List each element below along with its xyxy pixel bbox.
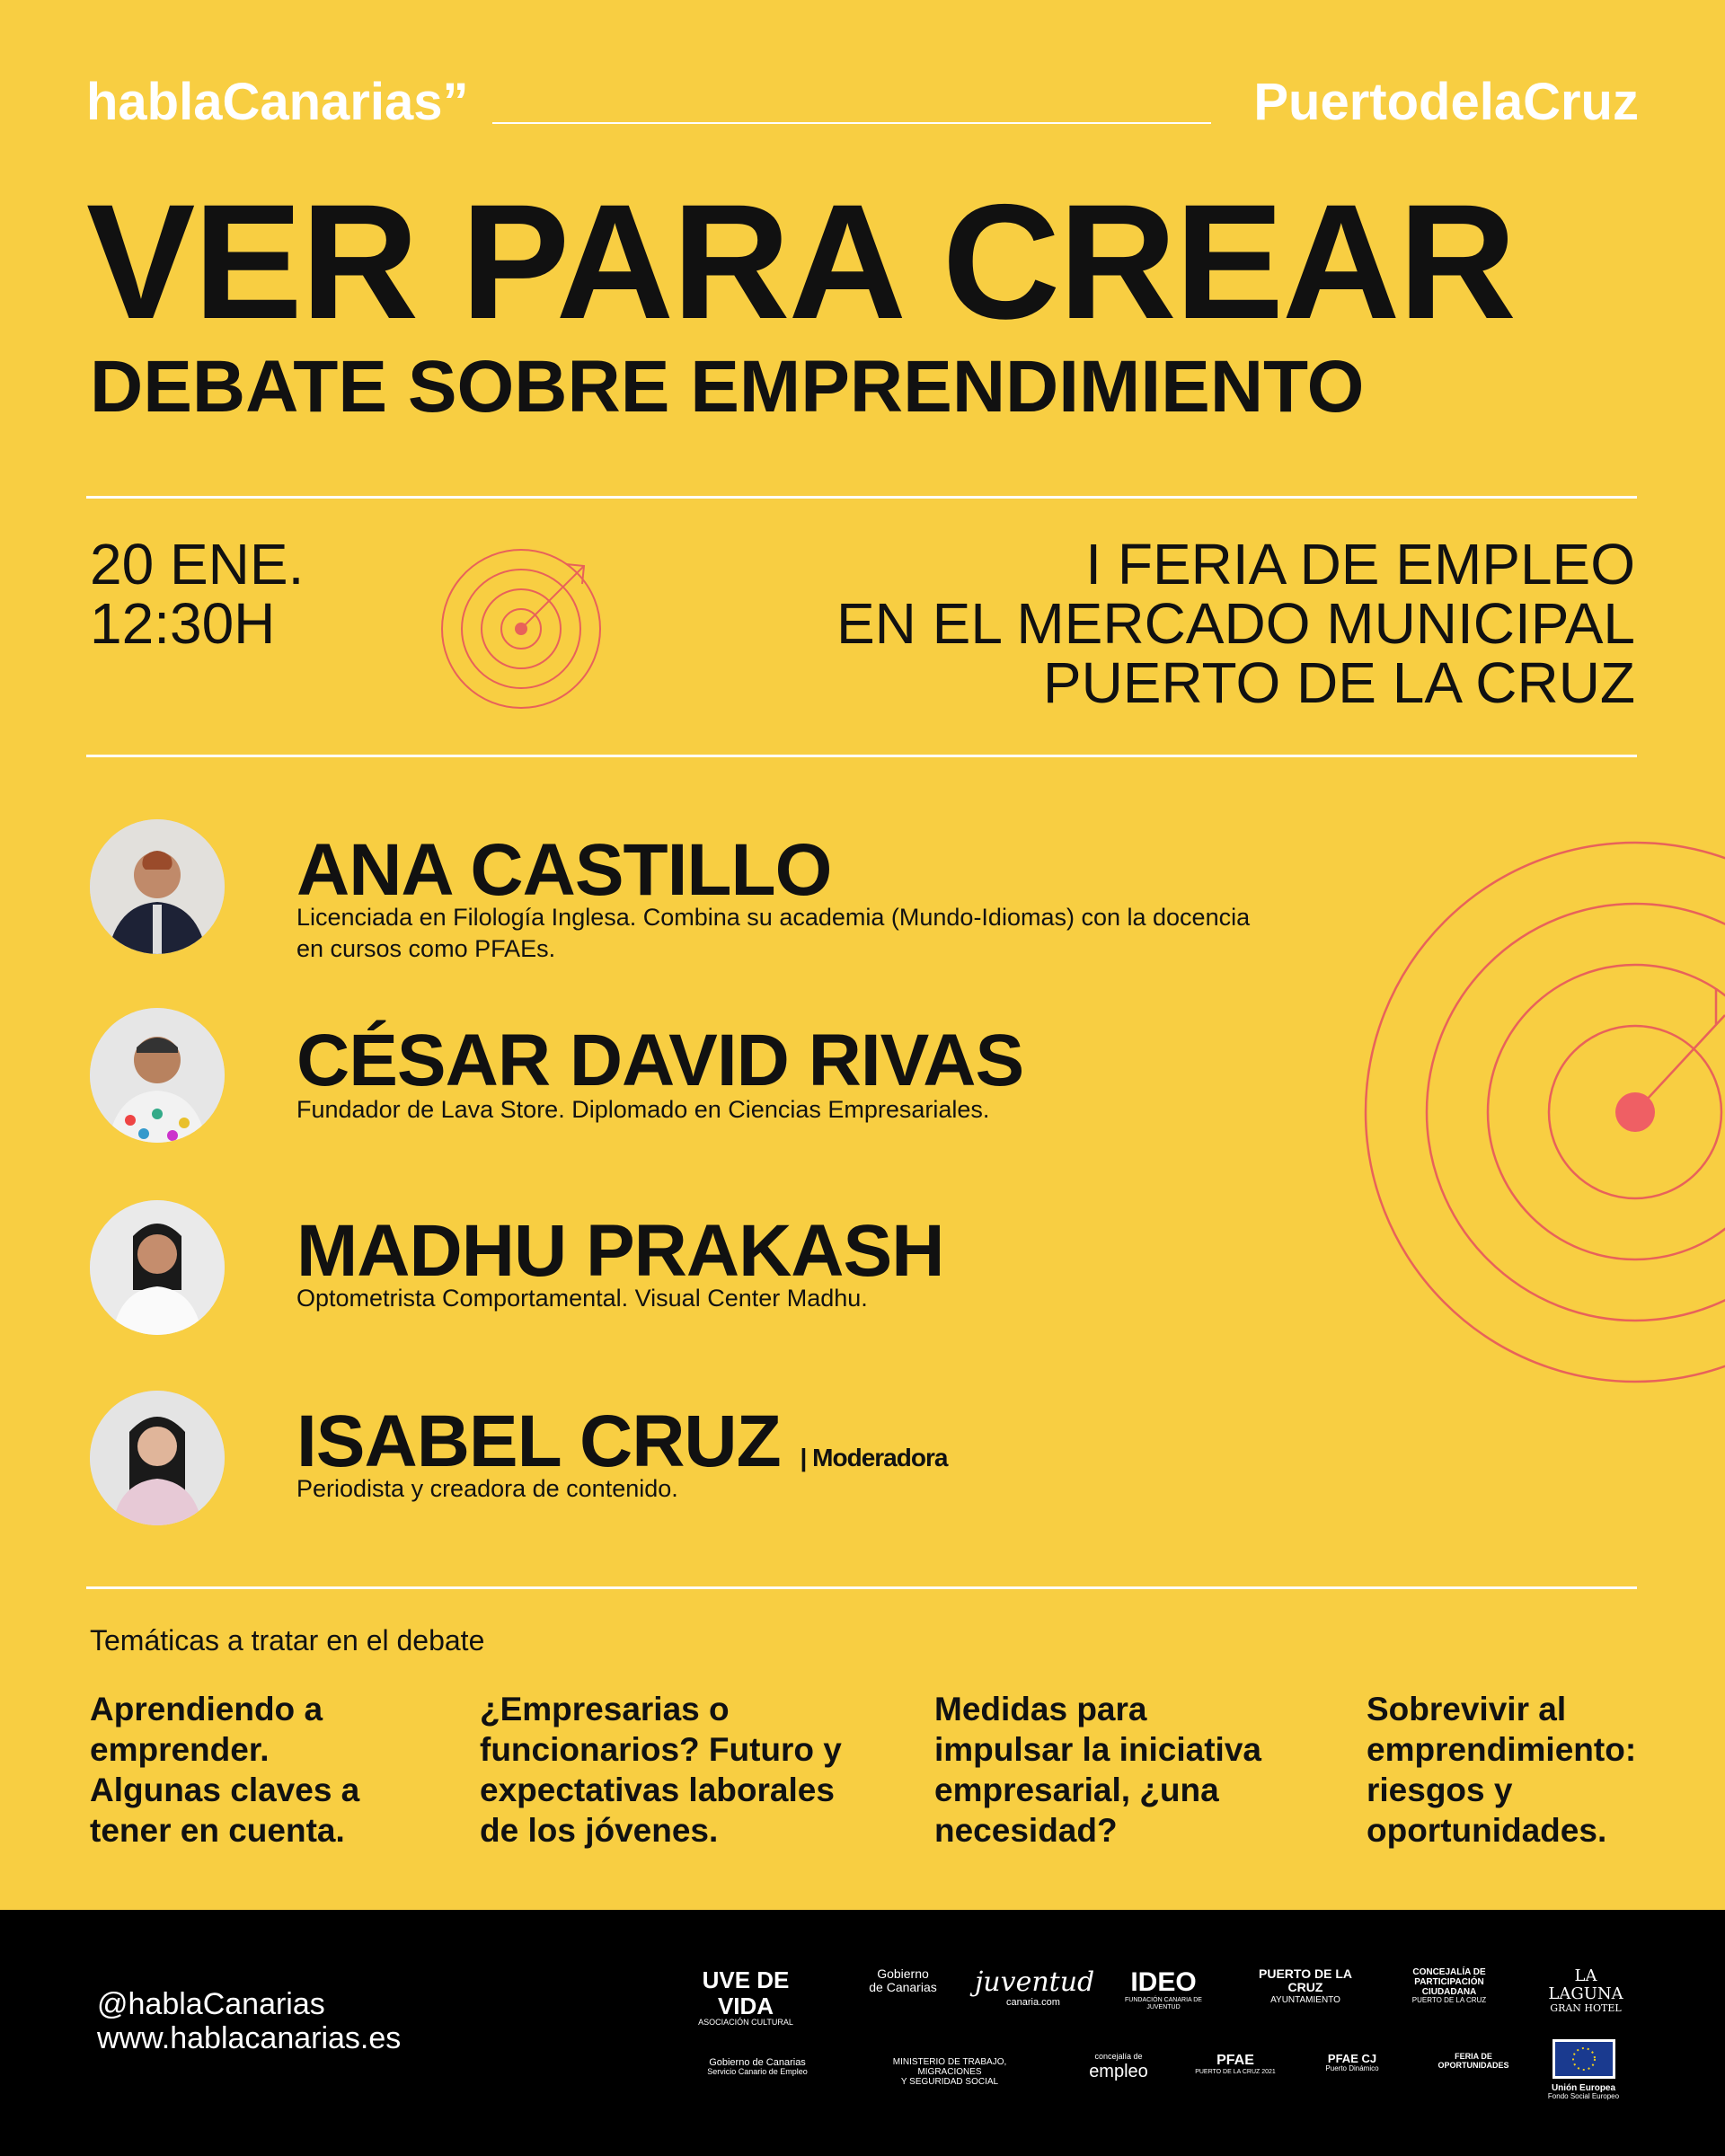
speaker-bio [296,1473,1375,1505]
logo-subtext: Y SEGURIDAD SOCIAL [900,2077,999,2087]
event-venue [836,532,1635,715]
avatar [90,1008,225,1143]
logo-text: UVE DE VIDA [702,1966,790,2019]
speaker-bio-line: en cursos como PFAEs. [296,935,556,962]
logo-text: PFAE CJ [1327,2052,1377,2065]
avatar [90,1391,225,1525]
sponsor-logo [1119,1967,1208,2010]
topic-item [1367,1689,1636,1851]
topic-line: Sobrevivir al [1367,1691,1567,1727]
logo-subtext: Fondo Social Europeo [1547,2091,1620,2100]
topic-item [90,1689,359,1851]
sponsor-logo [678,1967,813,2028]
logo-subtext: OPORTUNIDADES [1438,2060,1509,2070]
target-icon [431,548,611,710]
topic-line: Algunas claves a [90,1772,360,1808]
logo-text: Gobierno [877,1966,929,1981]
topic-item [480,1689,842,1851]
logo-text: empleo [1089,2061,1148,2081]
sponsor-logo [864,2057,1035,2087]
speaker-bio-line: Fundador de Lava Store. Diplomado en Ciencias Empresariales. [296,1096,990,1123]
topic-line: expectativas laborales [480,1772,835,1808]
topic-line: empresarial, ¿una [934,1772,1219,1808]
logo-text: FERIA DE [1455,2052,1492,2061]
sponsor-logo [1195,2053,1276,2075]
event-datetime [90,532,305,656]
topic-line: de los jóvenes. [480,1812,719,1849]
large-target-icon [1348,826,1725,1401]
page-subtitle: DEBATE SOBRE EMPRENDIMIENTO [90,346,1365,428]
header-divider [492,122,1211,124]
logo-subtext: PUERTO DE LA CRUZ 2021 [1195,2068,1276,2075]
logo-subtext: PUERTO DE LA CRUZ [1411,1996,1487,2004]
logo-subtext: de Canarias [869,1980,937,1995]
social-handle[interactable]: @hablaCanarias [97,1987,325,2021]
logo-text: MINISTERIO DE TRABAJO, MIGRACIONES [892,2057,1007,2077]
topic-line: funcionarios? Futuro y [480,1731,842,1768]
speaker-name: ANA CASTILLO [296,829,832,911]
speaker-name [296,1401,948,1482]
speaker-bio-line: Periodista y creadora de contenido. [296,1475,678,1502]
logo-subtext: Servicio Canario de Empleo [707,2067,808,2077]
topic-line: Medidas para [934,1691,1147,1727]
speaker-name: CÉSAR DAVID RIVAS [296,1020,1024,1101]
logo-text: juventud [975,1966,1095,1998]
speaker-name-text: ISABEL CRUZ [296,1401,781,1482]
location-name: PuertodelaCruz [1253,73,1639,131]
logo-subtext: GRAN HOTEL [1550,2001,1622,2014]
divider [86,1586,1637,1589]
topic-line: emprendimiento: [1367,1731,1637,1768]
sponsor-logo [1391,1967,1508,2005]
logo-subtext: ASOCIACIÓN CULTURAL [698,2018,793,2028]
sponsor-logo [1312,2053,1393,2073]
logo-subtext: Puerto Dinámico [1325,2064,1379,2073]
sponsor-logo [1247,1967,1364,2005]
logo-text: IDEO [1130,1967,1197,1997]
speaker-bio [296,1094,1375,1126]
logo-text: Unión Europea [1551,2082,1616,2093]
sponsor-logo [1536,1967,1635,2014]
divider [86,496,1637,499]
topic-line: tener en cuenta. [90,1812,345,1849]
speaker-name: MADHU PRAKASH [296,1210,944,1292]
sponsor-logo [1083,2053,1154,2081]
logo-text: LA LAGUNA [1548,1966,1623,2003]
topic-line: Aprendiendo a [90,1691,323,1727]
topics-heading: Temáticas a tratar en el debate [90,1624,485,1657]
speaker-role: | Moderadora [800,1444,948,1471]
topic-line: necesidad? [934,1812,1118,1849]
website-link[interactable]: www.hablacanarias.es [97,2021,402,2055]
sponsor-logo [690,2057,825,2077]
divider [86,755,1637,757]
speaker-bio [296,902,1375,965]
logo-text: PFAE [1216,2053,1254,2068]
event-date: 20 ENE. [90,532,305,596]
topic-line: oportunidades. [1367,1812,1607,1849]
speaker-bio-line: Licenciada en Filología Inglesa. Combina su academia (Mundo-Idiomas) con la docencia [296,904,1251,931]
logo-text: PUERTO DE LA CRUZ [1259,1966,1352,1995]
topic-item [934,1689,1261,1851]
venue-line: EN EL MERCADO MUNICIPAL [836,591,1635,656]
sponsor-logo [1541,2039,1626,2100]
sponsor-logo [1429,2053,1518,2071]
logo-subtext: FUNDACIÓN CANARIA DE JUVENTUD [1125,1997,1202,2010]
speaker-bio-line: Optometrista Comportamental. Visual Center Madhu. [296,1285,868,1312]
topic-line: emprender. [90,1731,270,1768]
event-time: 12:30H [90,591,276,656]
page-title: VER PARA CREAR [86,170,1515,353]
logo-subtext: canaria.com [1006,1997,1060,2008]
avatar [90,819,225,954]
topic-line: impulsar la iniciativa [934,1731,1261,1768]
topic-line: riesgos y [1367,1772,1513,1808]
eu-flag-icon [1552,2039,1615,2079]
sponsor-logo [854,1967,952,1995]
logo-text: CONCEJALÍA DE PARTICIPACIÓN CIUDADANA [1412,1967,1486,1997]
topic-line: ¿Empresarias o [480,1691,730,1727]
venue-line: PUERTO DE LA CRUZ [1042,650,1635,715]
brand-name: hablaCanarias” [86,73,469,131]
speaker-bio [296,1283,1375,1314]
logo-text: Gobierno de Canarias [709,2057,806,2068]
logo-subtext: AYUNTAMIENTO [1270,1994,1340,2005]
logo-subtext: concejalía de [1094,2052,1143,2061]
venue-line: I FERIA DE EMPLEO [1085,532,1635,596]
avatar [90,1200,225,1335]
sponsor-logo [975,1966,1095,2008]
